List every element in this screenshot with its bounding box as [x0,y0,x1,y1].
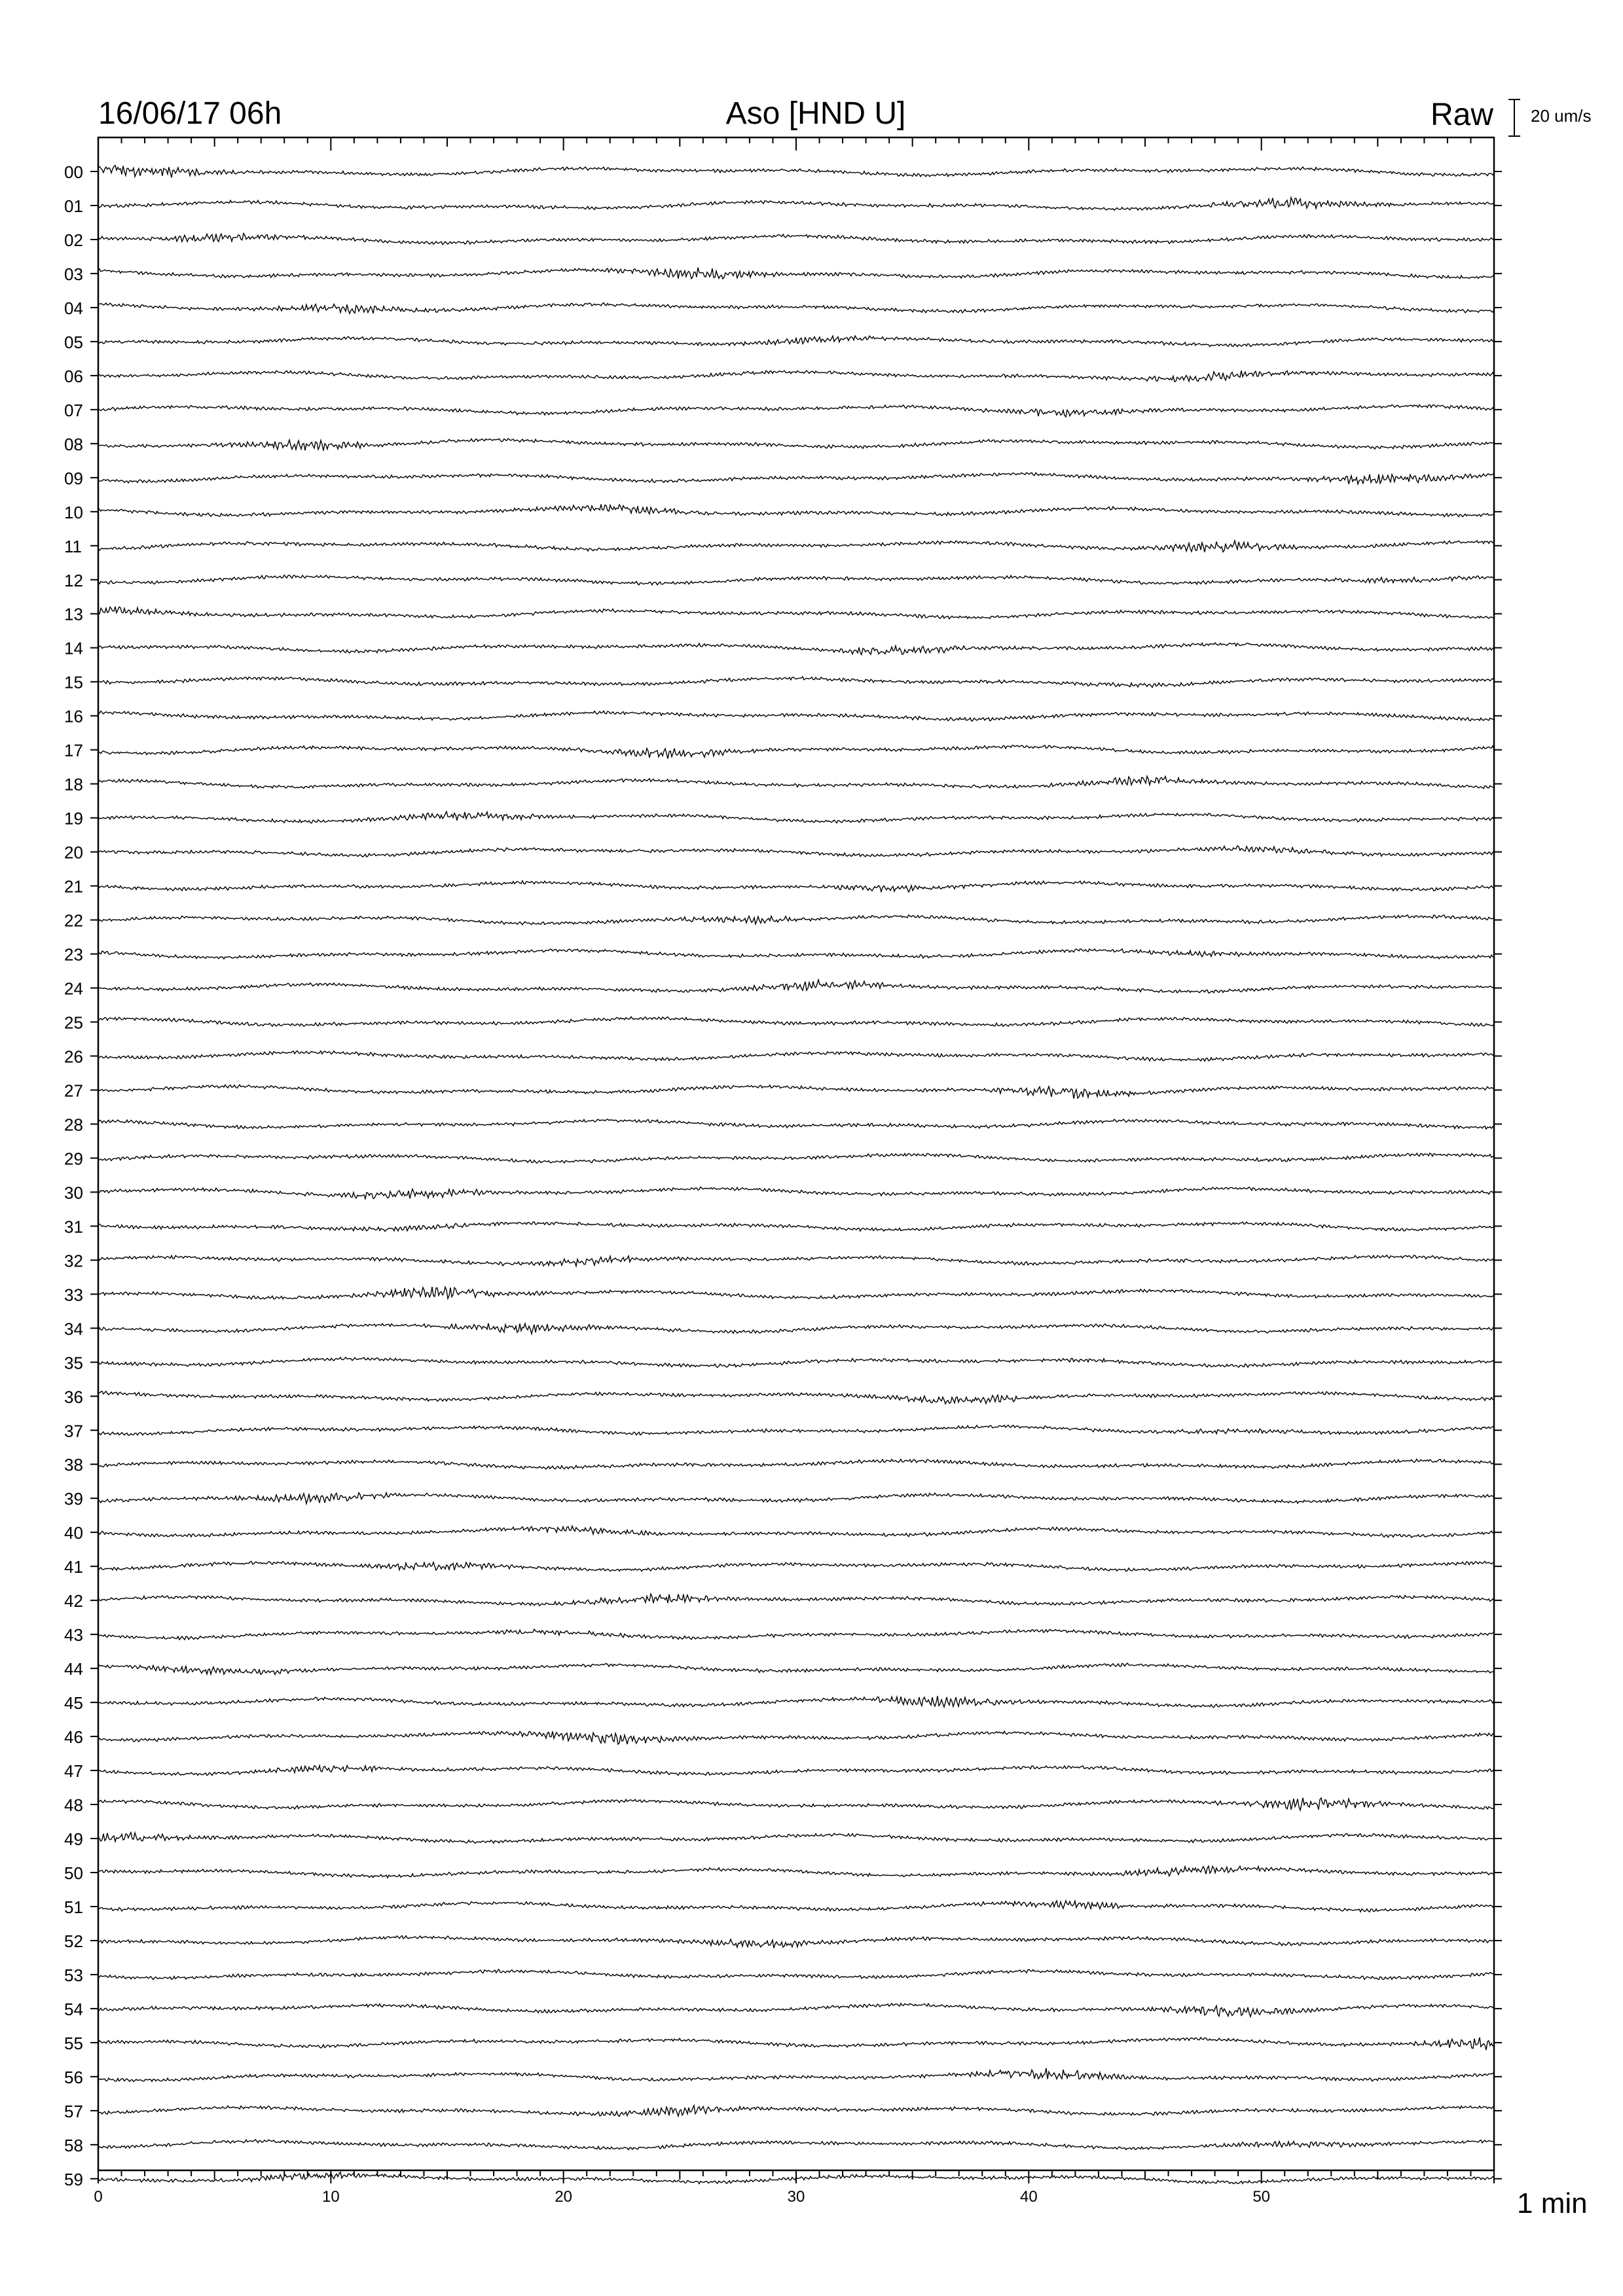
row-label-59: 59 [64,2169,83,2189]
trace-07 [98,404,1494,417]
row-label-54: 54 [64,1999,83,2019]
trace-25 [98,1016,1494,1026]
trace-10 [98,505,1494,517]
row-label-30: 30 [64,1183,83,1203]
station-title: Aso [HND U] [725,96,906,131]
row-label-26: 26 [64,1047,83,1067]
trace-41 [98,1561,1494,1571]
trace-29 [98,1153,1494,1163]
row-label-40: 40 [64,1523,83,1543]
trace-52 [98,1935,1494,1948]
trace-13 [98,607,1494,619]
row-label-04: 04 [64,298,83,318]
row-label-11: 11 [64,536,82,556]
row-label-group [64,162,83,2189]
row-label-37: 37 [64,1421,83,1441]
trace-20 [98,846,1494,857]
trace-08 [98,439,1494,451]
trace-group [98,166,1494,2184]
trace-49 [98,1833,1494,1844]
trace-27 [98,1085,1494,1099]
trace-34 [98,1323,1494,1334]
trace-05 [98,336,1494,347]
row-label-28: 28 [64,1115,83,1135]
row-label-53: 53 [64,1965,83,1985]
x-ticklabel-10: 10 [321,2188,340,2206]
trace-45 [98,1696,1494,1708]
x-ticklabel-40: 40 [1019,2188,1038,2206]
trace-44 [98,1663,1494,1674]
row-label-55: 55 [64,2033,83,2053]
mode-label: Raw [1430,98,1493,132]
row-label-46: 46 [64,1727,83,1748]
date-label: 16/06/17 06h [98,96,282,131]
trace-50 [98,1866,1494,1878]
row-label-48: 48 [64,1795,83,1816]
x-axis-unit-label: 1 min [1517,2187,1588,2219]
trace-42 [98,1594,1494,1605]
row-label-12: 12 [64,570,83,590]
row-label-44: 44 [64,1659,83,1679]
row-label-36: 36 [64,1387,83,1407]
row-label-07: 07 [64,400,83,420]
trace-02 [98,234,1494,245]
row-label-32: 32 [64,1251,83,1271]
row-label-34: 34 [64,1319,83,1339]
trace-35 [98,1357,1494,1367]
row-label-00: 00 [64,162,83,182]
trace-19 [98,812,1494,823]
row-label-23: 23 [64,944,83,965]
trace-23 [98,949,1494,959]
row-label-02: 02 [64,230,83,250]
trace-46 [98,1731,1494,1744]
trace-39 [98,1493,1494,1504]
trace-15 [98,677,1494,687]
trace-43 [98,1629,1494,1640]
trace-30 [98,1187,1494,1199]
row-label-52: 52 [64,1931,83,1951]
row-label-19: 19 [64,808,83,829]
row-label-03: 03 [64,264,83,284]
trace-24 [98,980,1494,993]
trace-48 [98,1798,1494,1810]
row-label-39: 39 [64,1489,83,1509]
row-label-06: 06 [64,366,83,386]
x-ticklabel-50: 50 [1252,2188,1271,2206]
scale-bar [1508,99,1520,136]
trace-54 [98,2003,1494,2017]
trace-12 [98,575,1494,585]
x-ticklabel-30: 30 [787,2188,805,2206]
trace-00 [98,166,1494,178]
trace-57 [98,2106,1494,2117]
row-label-13: 13 [64,604,83,624]
trace-14 [98,643,1494,655]
trace-55 [98,2037,1494,2050]
trace-28 [98,1119,1494,1129]
row-label-38: 38 [64,1455,83,1475]
trace-40 [98,1526,1494,1537]
row-label-57: 57 [64,2101,83,2121]
row-label-51: 51 [64,1897,83,1917]
row-label-22: 22 [64,910,83,931]
row-label-10: 10 [64,502,83,522]
row-label-42: 42 [64,1591,83,1611]
row-label-01: 01 [64,196,83,216]
row-label-31: 31 [64,1217,83,1237]
trace-33 [98,1287,1494,1299]
row-label-24: 24 [64,978,83,999]
row-label-17: 17 [64,740,83,761]
row-label-18: 18 [64,774,83,795]
row-label-15: 15 [64,672,83,692]
trace-26 [98,1050,1494,1061]
trace-53 [98,1969,1494,1980]
x-ticklabel-20: 20 [555,2188,573,2206]
x-ticklabel-group [94,2188,1270,2206]
trace-22 [98,915,1494,925]
trace-04 [98,303,1494,314]
row-label-33: 33 [64,1285,83,1305]
row-label-09: 09 [64,468,83,488]
trace-11 [98,541,1494,552]
trace-06 [98,370,1494,382]
x-ticklabel-0: 0 [94,2188,103,2206]
row-label-35: 35 [64,1353,83,1373]
trace-38 [98,1459,1494,1469]
row-label-25: 25 [64,1013,83,1033]
trace-51 [98,1901,1494,1912]
trace-18 [98,776,1494,789]
trace-47 [98,1766,1494,1776]
row-label-41: 41 [64,1557,83,1577]
plot-frame [98,137,1494,2170]
trace-16 [98,711,1494,721]
row-label-58: 58 [64,2135,83,2155]
row-label-56: 56 [64,2067,83,2087]
row-label-27: 27 [64,1081,83,1101]
row-label-21: 21 [64,876,83,897]
row-label-16: 16 [64,706,83,726]
trace-01 [98,198,1494,210]
trace-36 [98,1391,1494,1404]
row-label-20: 20 [64,842,83,863]
row-label-14: 14 [64,638,83,658]
trace-03 [98,268,1494,279]
row-label-08: 08 [64,434,83,454]
trace-56 [98,2068,1494,2082]
trace-17 [98,745,1494,759]
row-label-49: 49 [64,1829,83,1850]
row-label-47: 47 [64,1761,83,1782]
row-label-45: 45 [64,1693,83,1713]
scale-label: 20 um/s [1531,106,1592,126]
row-label-50: 50 [64,1863,83,1883]
row-label-43: 43 [64,1625,83,1645]
trace-31 [98,1222,1494,1232]
row-label-05: 05 [64,332,83,352]
trace-09 [98,473,1494,484]
trace-32 [98,1255,1494,1266]
trace-58 [98,2140,1494,2149]
trace-37 [98,1425,1494,1435]
row-label-29: 29 [64,1149,83,1169]
trace-21 [98,881,1494,892]
